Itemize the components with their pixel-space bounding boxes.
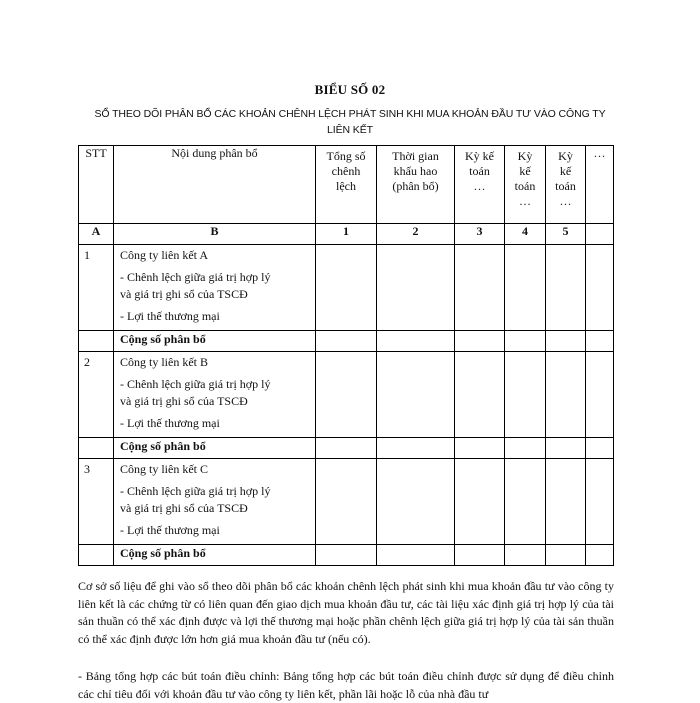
table-row (79, 352, 614, 438)
cell-time[interactable] (377, 459, 455, 545)
total-label: Cộng số phân bổ (114, 545, 316, 566)
cell-period[interactable] (455, 245, 505, 331)
header-content: Nội dung phân bổ (114, 146, 316, 224)
column-code: 2 (377, 224, 455, 245)
header-period-b: Kỳ kế toán … (505, 146, 546, 224)
cell-total[interactable] (316, 352, 377, 438)
row-content: Công ty liên kết A - Chênh lệch giữa giá trị hợp lý và giá trị ghi sổ của TSCĐ - Lợi thế thương mại (114, 245, 316, 331)
column-code: 3 (455, 224, 505, 245)
cell-period[interactable] (455, 459, 505, 545)
company-name: Công ty liên kết C (120, 462, 208, 476)
subtitle-line-2: LIÊN KẾT (327, 124, 373, 136)
cell-period[interactable] (546, 352, 586, 438)
column-code (586, 224, 614, 245)
paragraph-data-basis: Cơ sở số liệu để ghi vào sổ theo dõi phân bổ các khoản chênh lệch phát sinh khi mua khoản đầu tư vào công ty liên kết là các chứng từ có liên quan đến giao dịch mua khoản đầu tư, các tài liệu xác định giá trị hợp lý của tài sản thuần có thể xác định được và lợi thế thương mại hoặc phần chênh lệch giữa giá trị hợp lý của tài sản thuần có thể xác định được lớn hơn giá mua khoản đầu tư (nếu có). (78, 579, 614, 646)
item-fair-value-difference: - Chênh lệch giữa giá trị hợp lý (120, 270, 271, 284)
total-label: Cộng số phân bổ (114, 331, 316, 352)
company-name: Công ty liên kết A (120, 248, 208, 262)
header-more: … (586, 146, 614, 224)
row-stt: 3 (79, 459, 114, 545)
form-code-title: BIỂU SỐ 02 (314, 82, 386, 97)
company-name: Công ty liên kết B (120, 355, 208, 369)
header-total-difference: Tổng số chênh lệch (316, 146, 377, 224)
cell-total[interactable] (316, 459, 377, 545)
header-period-a: Kỳ kế toán … (455, 146, 505, 224)
item-goodwill: - Lợi thế thương mại (120, 416, 220, 430)
paragraph-adjustment-summary: - Bảng tổng hợp các bút toán điều chỉnh: Bảng tổng hợp các bút toán điều chỉnh được sử dụng để điều chỉnh các chỉ tiêu đối với khoản đầu tư vào công ty liên kết, phần lãi hoặc lỗ của nhà đầu tư (78, 669, 614, 701)
cell-period[interactable] (505, 459, 546, 545)
subtitle-line-1: SỔ THEO DÕI PHÂN BỔ CÁC KHOẢN CHÊNH LỆCH PHÁT SINH KHI MUA KHOẢN ĐẦU TƯ VÀO CÔNG TY (94, 108, 606, 120)
row-stt: 2 (79, 352, 114, 438)
table-row (79, 459, 614, 545)
header-period-c: Kỳ kế toán … (546, 146, 586, 224)
cell-period[interactable] (455, 352, 505, 438)
row-content: Công ty liên kết B - Chênh lệch giữa giá trị hợp lý và giá trị ghi sổ của TSCĐ - Lợi thế thương mại (114, 352, 316, 438)
row-content: Công ty liên kết C - Chênh lệch giữa giá trị hợp lý và giá trị ghi sổ của TSCĐ - Lợi thế thương mại (114, 459, 316, 545)
total-row (79, 438, 614, 459)
cell-time[interactable] (377, 352, 455, 438)
column-code: 4 (505, 224, 546, 245)
item-fair-value-difference: - Chênh lệch giữa giá trị hợp lý (120, 484, 271, 498)
cell-period[interactable] (505, 245, 546, 331)
row-stt: 1 (79, 245, 114, 331)
total-row (79, 331, 614, 352)
cell-total[interactable] (316, 245, 377, 331)
table-row (79, 245, 614, 331)
item-goodwill: - Lợi thế thương mại (120, 309, 220, 323)
item-fair-value-difference: - Chênh lệch giữa giá trị hợp lý (120, 377, 271, 391)
column-code-row (79, 224, 614, 245)
ledger-subtitle (60, 106, 640, 138)
cell-more[interactable] (586, 245, 614, 331)
column-code: A (79, 224, 114, 245)
cell-period[interactable] (546, 245, 586, 331)
cell-more[interactable] (586, 352, 614, 438)
header-row (79, 146, 614, 224)
item-goodwill: - Lợi thế thương mại (120, 523, 220, 537)
total-label: Cộng số phân bổ (114, 438, 316, 459)
column-code: 5 (546, 224, 586, 245)
cell-period[interactable] (505, 352, 546, 438)
column-code: 1 (316, 224, 377, 245)
header-amortization-time: Thời gian khấu hao (phân bổ) (377, 146, 455, 224)
cell-time[interactable] (377, 245, 455, 331)
cell-more[interactable] (586, 459, 614, 545)
allocation-table (78, 145, 614, 566)
cell-period[interactable] (546, 459, 586, 545)
column-code: B (114, 224, 316, 245)
total-row (79, 545, 614, 566)
header-stt: STT (79, 146, 114, 224)
